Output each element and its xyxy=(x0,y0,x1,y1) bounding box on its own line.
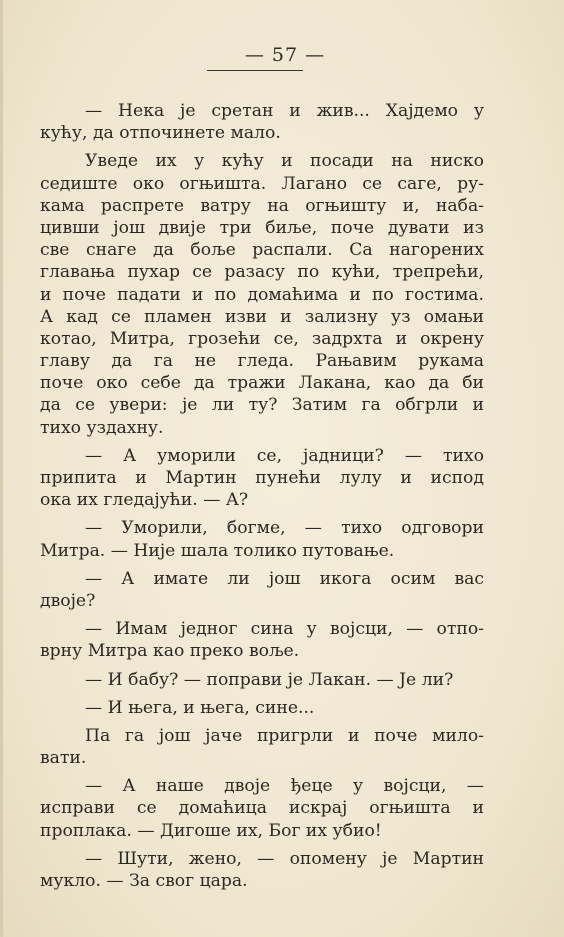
page-number-rule xyxy=(207,70,303,71)
text-line: цивши још двије три биље, поче дувати из xyxy=(40,217,484,238)
paragraph xyxy=(40,618,484,662)
text-line: мукло. — За свог цара. xyxy=(40,871,248,891)
text-line: Митра. — Није шала толико путовање. xyxy=(40,540,395,561)
paragraph xyxy=(40,697,484,719)
paragraph xyxy=(40,150,484,438)
text-line: све снаге да боље распали. Са нагорених xyxy=(40,240,484,261)
text-line: ока их гледајући. — А? xyxy=(40,490,249,511)
paragraph xyxy=(40,100,484,144)
text-line: врну Митра као преко воље. xyxy=(40,641,300,662)
text-line: поче око себе да тражи Лакана, као да би xyxy=(40,373,484,394)
paragraph xyxy=(40,568,484,612)
text-line: кама распрете ватру на огњишту и, наба- xyxy=(40,195,484,216)
page-number: — 57 — xyxy=(244,44,326,66)
text-line: проплака. — Дигоше их, Бог их убио! xyxy=(40,820,382,841)
text-line: Уведе их у кућу и посади на ниско xyxy=(85,151,484,172)
text-line: котао, Митра, грозећи се, задрхта и окрену xyxy=(40,328,484,349)
text-line: — Шути, жено, — опомену је Мартин xyxy=(85,848,484,869)
text-line: да се увери: је ли ту? Затим га обгрли и xyxy=(40,395,484,416)
text-line: — Уморили, богме, — тихо одговори xyxy=(85,518,484,539)
paragraph xyxy=(40,725,484,769)
text-line: седиште око огњишта. Лагано се саге, ру- xyxy=(40,173,484,194)
text-line: главу да га не гледа. Рањавим рукама xyxy=(40,351,484,372)
text-line: — И бабу? — поправи је Лакан. — Је ли? xyxy=(85,669,454,690)
text-line: — И њега, и њега, сине... xyxy=(85,697,315,718)
text-line: — А уморили се, јадници? — тихо xyxy=(85,445,484,466)
text-line: А кад се пламен изви и зализну уз омањи xyxy=(40,306,484,327)
paragraph xyxy=(40,669,484,691)
text-line: — Имам једног сина у војсци, — отпо- xyxy=(85,619,484,640)
paragraph xyxy=(40,445,484,512)
paragraph xyxy=(40,775,484,842)
body-text xyxy=(40,100,484,892)
text-line: главања пухар се разасу по кући, трепрећи, xyxy=(40,262,484,283)
text-line: тихо уздахну. xyxy=(40,417,164,438)
text-line: кућу, да отпочинете мало. xyxy=(40,123,281,144)
paragraph xyxy=(40,517,484,561)
text-line: — А имате ли још икога осим вас xyxy=(85,568,484,589)
text-line: — Нека је сретан и жив... Хајдемо у xyxy=(85,101,484,121)
text-line: — А наше двоје ђеце у војсци, — xyxy=(85,776,484,797)
text-line: и поче падати и по домаћима и по гостима. xyxy=(40,284,484,305)
text-line: вати. xyxy=(40,748,87,769)
text-line: двоје? xyxy=(40,590,96,611)
text-line: исправи се домаћица искрај огњишта и xyxy=(40,798,484,819)
text-line: припита и Мартин пунећи лулу и испод xyxy=(40,468,484,488)
text-line: Па га још јаче пригрли и поче мило- xyxy=(85,725,484,746)
paragraph xyxy=(40,848,484,892)
